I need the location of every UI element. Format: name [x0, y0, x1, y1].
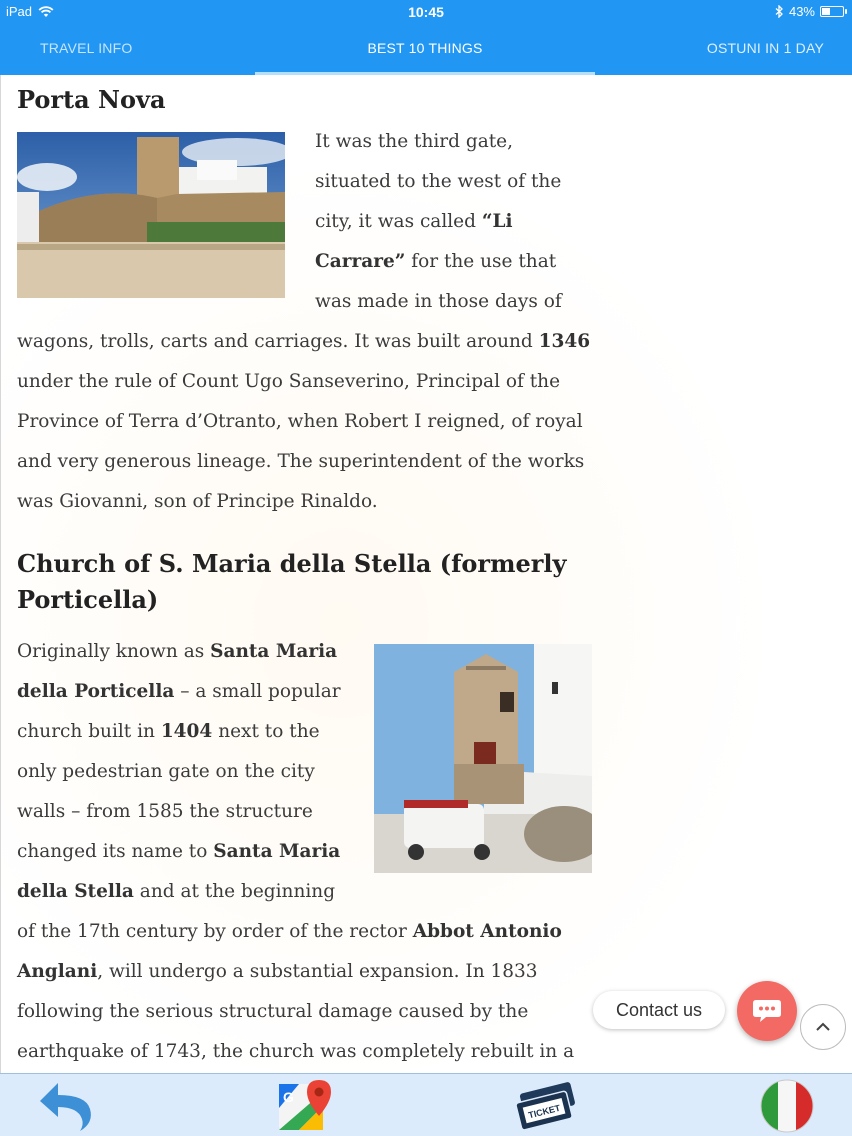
- paragraph-text: – a small popular church built in: [17, 681, 341, 742]
- italy-flag-icon: [759, 1078, 815, 1134]
- paragraph-text: next to the only pedestrian gate on the city walls – from 1585 the structure changed its name to: [17, 721, 320, 862]
- section-body-church: [17, 632, 592, 1072]
- battery-percent: 43%: [788, 4, 815, 19]
- bold-text: 1346: [538, 331, 591, 352]
- paragraph-text: , will undergo a substantial expansion. In 1833 following the serious structural damage caused by the earthquake of 1743, the church was completely rebuilt in a: [17, 961, 575, 1062]
- church-photo: [374, 644, 592, 873]
- bold-text: 1404: [160, 721, 213, 742]
- status-bar: [0, 0, 852, 24]
- ticket-icon: [511, 1078, 581, 1134]
- article: [17, 75, 592, 1072]
- chevron-up-icon: [815, 1022, 831, 1032]
- scroll-to-top-button[interactable]: [800, 1004, 846, 1050]
- bold-text: Santa Maria della Porticella: [17, 641, 338, 702]
- top-bar: [0, 0, 852, 75]
- paragraph-text: It was the third gate, situated to the west of the city, it was called: [315, 131, 562, 232]
- bluetooth-icon: [775, 5, 784, 18]
- paragraph-text: and at the beginning of the 17th century by order of the rector: [17, 881, 413, 942]
- tab-ostuni-in-1-day[interactable]: OSTUNI IN 1 DAY: [706, 40, 824, 56]
- section-title-church: Church of S. Maria della Stella (formerly Porticella): [17, 549, 567, 614]
- clock: 10:45: [408, 4, 444, 20]
- bold-text: “Li Carrare”: [315, 211, 513, 272]
- bold-text: Abbot Antonio Anglani: [17, 921, 562, 982]
- article-scroll-area[interactable]: [0, 75, 852, 1073]
- svg-text:G: G: [283, 1089, 294, 1105]
- bottom-toolbar: [0, 1073, 852, 1136]
- paragraph-text: under the rule of Count Ugo Sanseverino, Principal of the Province of Terra d’Otranto, when Robert I reigned, of royal and very generous lineage. The superintendent of the works was Giovanni, son of Principe Rinaldo.: [17, 371, 585, 512]
- paragraph-text: for the use that was made in those days of wagons, trolls, carts and carriages. It was built around: [17, 251, 562, 352]
- tab-travel-info[interactable]: TRAVEL INFO: [40, 40, 133, 56]
- chat-button[interactable]: [737, 981, 797, 1041]
- bold-text: Santa Maria della Stella: [17, 841, 341, 902]
- chat-bubble-icon: [752, 998, 782, 1024]
- battery-icon: [820, 6, 844, 17]
- ticket-button[interactable]: [510, 1078, 582, 1134]
- tab-best-10-things[interactable]: BEST 10 THINGS: [255, 24, 595, 75]
- paragraph-text: Originally known as: [17, 641, 211, 662]
- section-title-porta-nova: Porta Nova: [17, 85, 166, 114]
- maps-button[interactable]: [276, 1078, 336, 1134]
- google-maps-icon: [277, 1078, 335, 1134]
- language-button[interactable]: [757, 1078, 817, 1134]
- contact-us-label[interactable]: Contact us: [593, 991, 725, 1029]
- tab-bar: [0, 24, 852, 75]
- porta-nova-photo: [17, 132, 285, 298]
- ticket-label: TICKET: [527, 1102, 562, 1121]
- back-button[interactable]: [34, 1078, 96, 1134]
- device-name: iPad: [6, 4, 33, 19]
- section-body-porta-nova: [17, 122, 592, 522]
- back-arrow-icon: [36, 1079, 94, 1133]
